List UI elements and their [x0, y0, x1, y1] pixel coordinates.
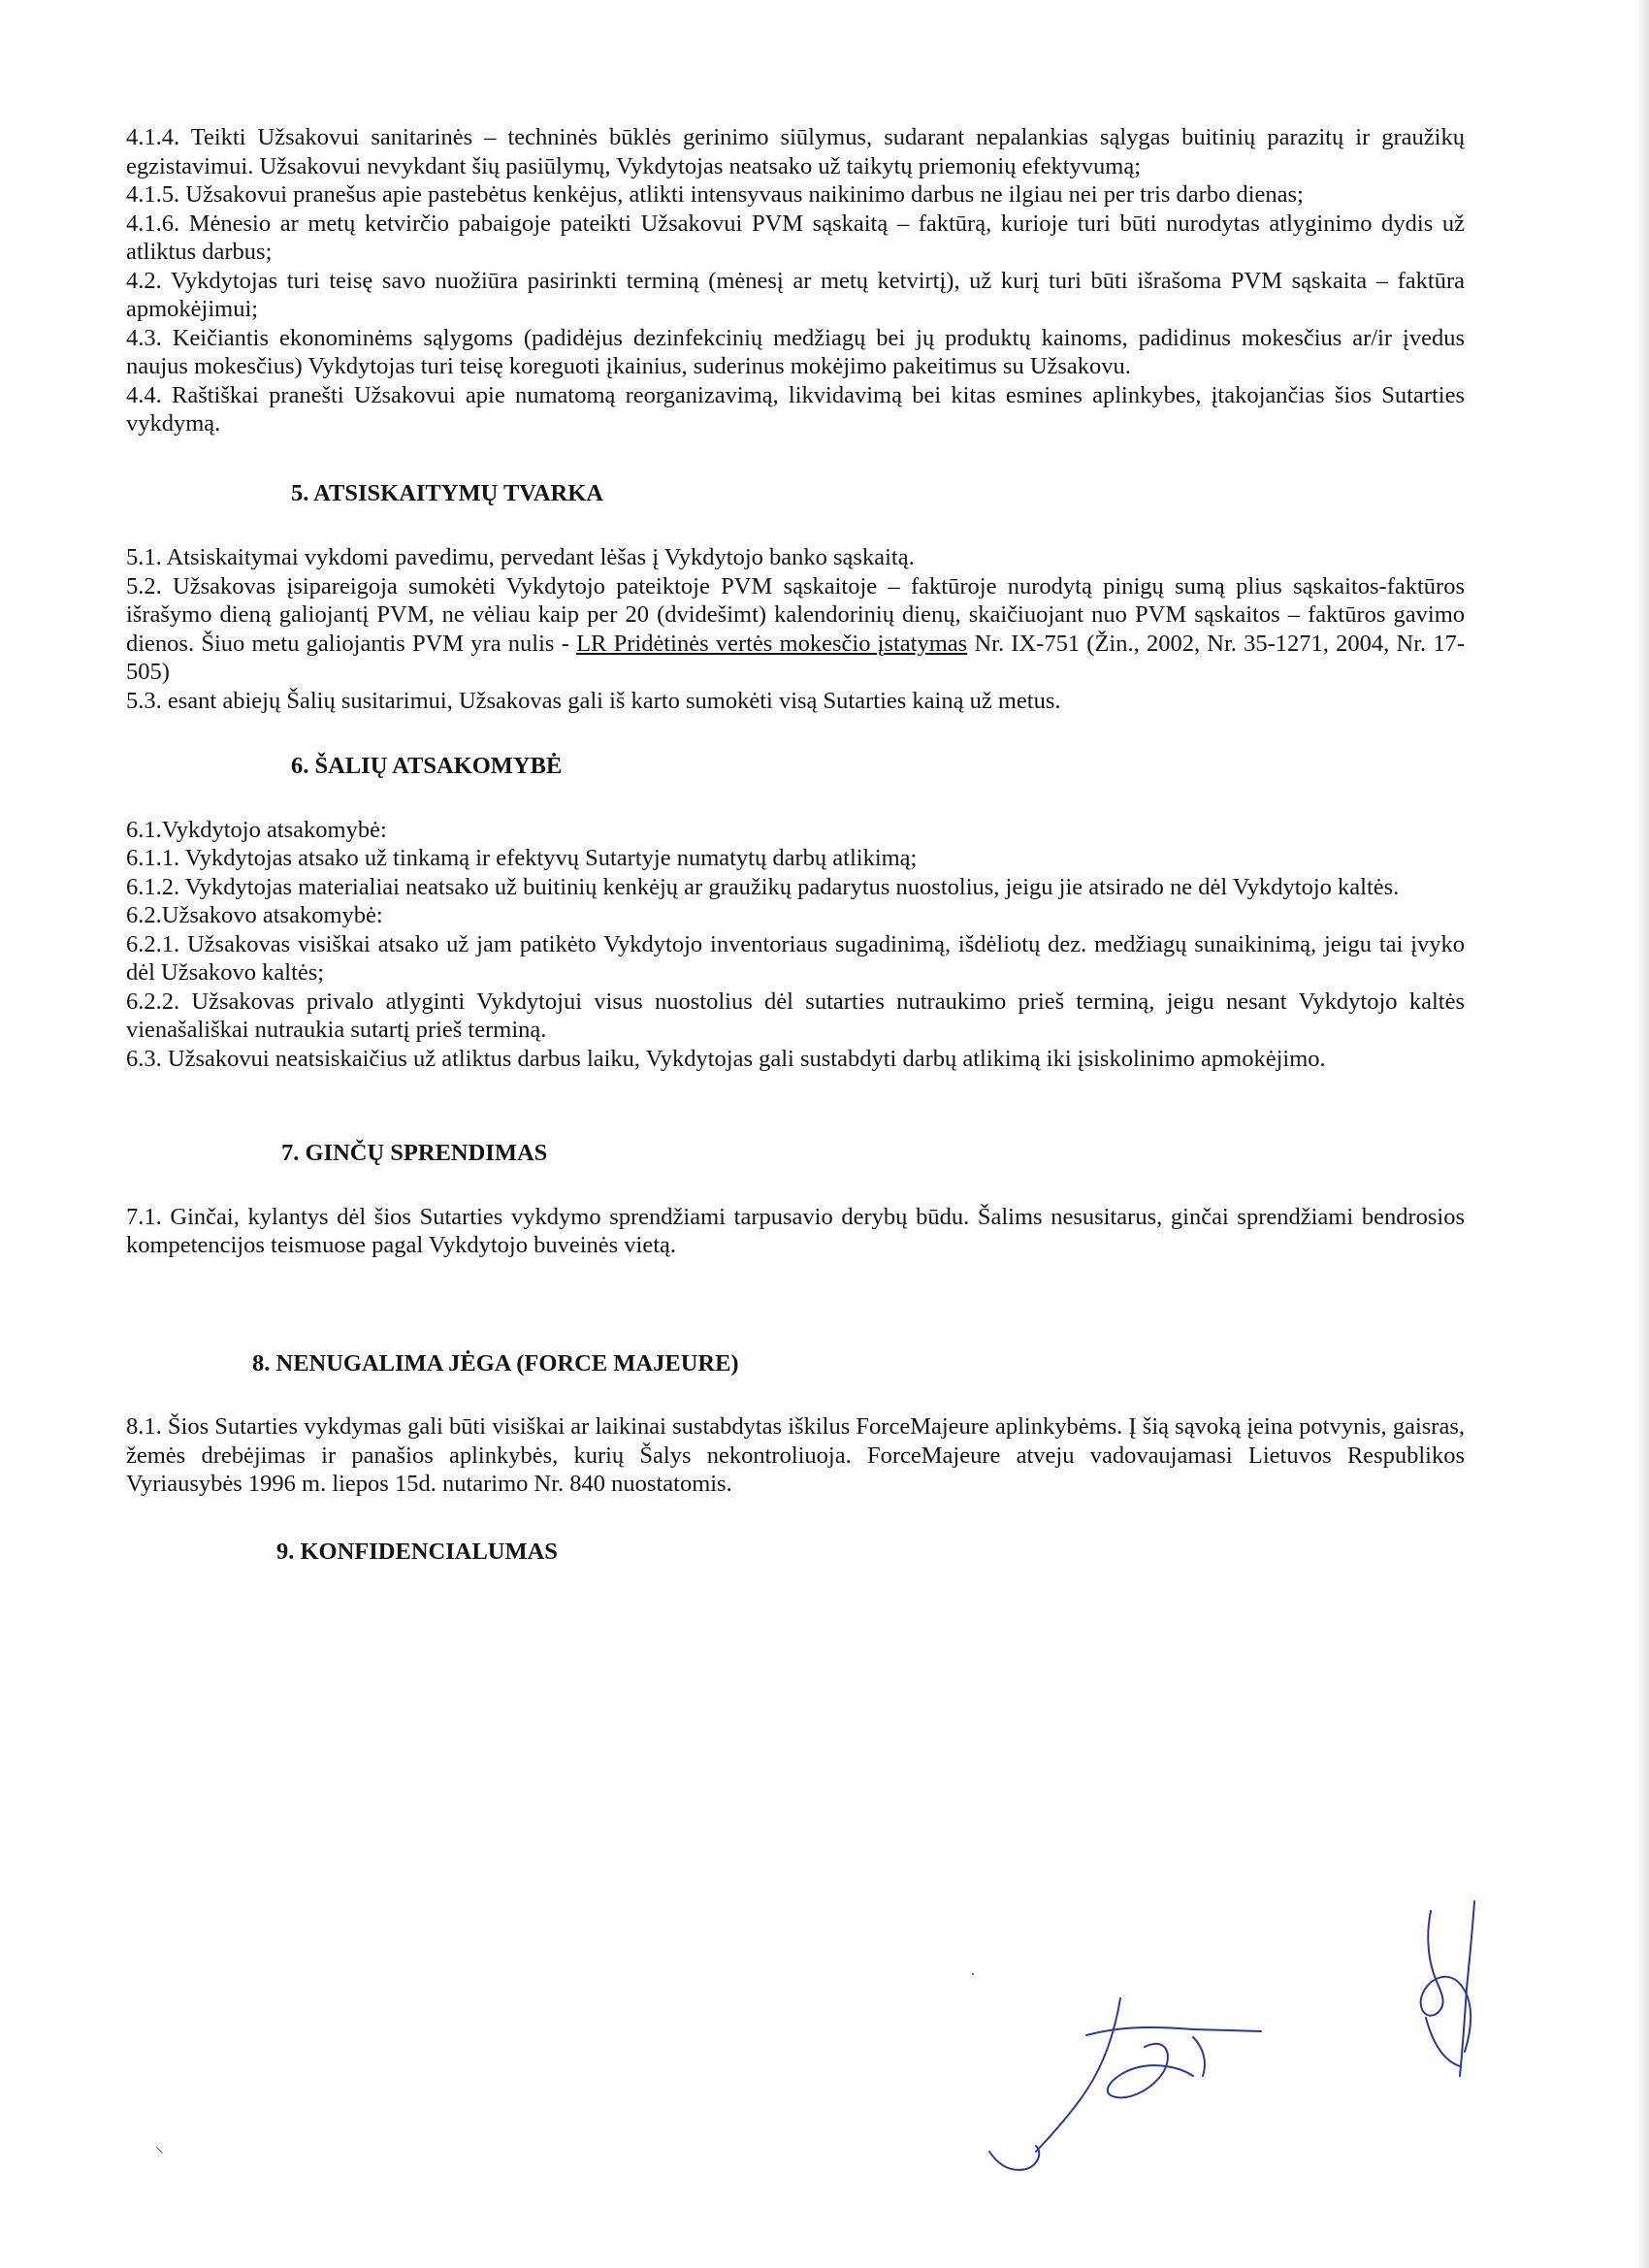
scan-edge-shadow [1635, 0, 1649, 2268]
clause-6-2: 6.2.Užsakovo atsakomybė: [126, 902, 383, 928]
clause-5-2-text: 5.2. Užsakovas įsipareigoja sumokėti Vykdytojo pateiktoje PVM sąskaitoje – faktūroje nurodytą pinigų sumą plius sąskaitos-faktūros išrašymo dieną galiojantį PVM, ne vėliau kaip per 20 (dvidešimt) kalendorinių dienų, skaičiuojant nuo PVM sąskaitos – faktūros gavimo dienos. Šiuo metu galiojantis PVM yra nulis - [126, 572, 1465, 657]
handwritten-signature-icon [989, 1998, 1261, 2170]
clause-7-1: 7.1. Ginčai, kylantys dėl šios Sutarties vykdymo sprendžiami tarpusavio derybų būdu. Šalims nesusitarus, ginčai sprendžiami bendrosios kompetencijos teismuose pagal Vykdytojo buveinės vietą. [126, 1203, 1465, 1258]
clause-8-1: 8.1. Šios Sutarties vykdymas gali būti visiškai ar laikinai sustabdytas iškilus ForceMajeure aplinkybėms. Į šią sąvoką įeina potvynis, gaisras, žemės drebėjimas ir panašios aplinkybės, kurių Šalys nekontroliuoja. ForceMajeure atveju vadovaujamasi Lietuvos Respublikos Vyriausybės 1996 m. liepos 15d. nutarimo Nr. 840 nuostatomis. [126, 1413, 1465, 1497]
signature-area [970, 1892, 1552, 2183]
handwritten-initials-icon [1421, 1901, 1474, 2076]
scan-speck: · [970, 1964, 976, 1984]
section-8-heading: 8. NENUGALIMA JĖGA (FORCE MAJEURE) [252, 1349, 739, 1377]
section-9-heading: 9. KONFIDENCIALUMAS [276, 1538, 558, 1565]
clause-4-1-5: 4.1.5. Užsakovui pranešus apie pastebėtus kenkėjus, atlikti intensyvaus naikinimo darbus ne ilgiau nei per tris darbo dienas; [126, 181, 1304, 208]
clause-6-2-1: 6.2.1. Užsakovas visiškai atsako už jam patikėto Vykdytojo inventoriaus sugadinimą, išdėliotų dez. medžiagų sunaikinimą, jeigu tai įvyko dėl Užsakovo kaltės; [126, 930, 1465, 986]
clause-6-2-2: 6.2.2. Užsakovas privalo atlyginti Vykdytojui visus nuostolius dėl sutarties nutraukimo prieš terminą, jeigu nesant Vykdytojo kaltės vienašališkai nutraukia sutartį prieš terminą. [126, 988, 1465, 1043]
clause-4-2: 4.2. Vykdytojas turi teisę savo nuožiūra pasirinkti terminą (mėnesį ar metų ketvirtį), už kurį turi būti išrašoma PVM sąskaita – faktūra apmokėjimui; [126, 267, 1465, 322]
clause-6-3: 6.3. Užsakovui neatsiskaičius už atliktus darbus laiku, Vykdytojas gali sustabdyti darbų atlikimą iki įsiskolinimo apmokėjimo. [126, 1045, 1326, 1072]
clause-5-2 [126, 572, 1465, 687]
clause-6-1-1: 6.1.1. Vykdytojas atsako už tinkamą ir efektyvų Sutartyje numatytų darbų atlikimą; [126, 845, 918, 871]
clause-5-3: 5.3. esant abiejų Šalių susitarimui, Užsakovas gali iš karto sumokėti visą Sutarties kainą už metus. [126, 687, 1061, 714]
section-7-heading: 7. GINČŲ SPRENDIMAS [281, 1140, 548, 1166]
clause-4-1-6: 4.1.6. Mėnesio ar metų ketvirčio pabaigoje pateikti Užsakovui PVM sąskaitą – faktūrą, kurioje turi būti nurodytas atlyginimo dydis už atliktus darbus; [126, 210, 1465, 265]
clause-4-3: 4.3. Keičiantis ekonominėms sąlygoms (padidėjus dezinfekcinių medžiagų bei jų produktų kainoms, padidinus mokesčius ar/ir įvedus naujus mokesčius) Vykdytojas turi teisę koreguoti įkainius, suderinus mokėjimo pakeitimus su Užsakovu. [126, 324, 1465, 379]
clause-4-1-4: 4.1.4. Teikti Užsakovui sanitarinės – techninės būklės gerinimo siūlymus, sudarant nepalankias sąlygas buitinių parazitų ir graužikų egzistavimui. Užsakovui nevykdant šių pasiūlymų, Vykdytojas neatsako už taikytų priemonių efektyvumą; [126, 124, 1465, 179]
clause-6-1-2: 6.1.2. Vykdytojas materialiai neatsako už buitinių kenkėjų ar graužikų padarytus nuostolius, jeigu jie atsirado ne dėl Vykdytojo kaltės. [126, 873, 1400, 900]
document-body [126, 123, 1465, 1566]
clause-5-2-citation: Nr. IX-751 (Žin., 2002, Nr. 35-1271, 2004, Nr. 17-505) [126, 630, 1466, 685]
law-reference-link[interactable]: LR Pridėtinės vertės mokesčio įstatymas [576, 630, 968, 657]
scan-speck: ⸌ [155, 2144, 164, 2163]
clause-5-1: 5.1. Atsiskaitymai vykdomi pavedimu, pervedant lėšas į Vykdytojo banko sąskaitą. [126, 544, 915, 570]
clause-6-1: 6.1.Vykdytojo atsakomybė: [126, 816, 387, 843]
section-5-heading: 5. ATSISKAITYMŲ TVARKA [291, 479, 603, 506]
clause-4-4: 4.4. Raštiškai pranešti Užsakovui apie numatomą reorganizavimą, likvidavimą bei kitas esmines aplinkybes, įtakojančias šios Sutarties vykdymą. [126, 381, 1465, 437]
section-6-heading: 6. ŠALIŲ ATSAKOMYBĖ [291, 753, 563, 779]
signature-drawing [970, 1892, 1552, 2183]
